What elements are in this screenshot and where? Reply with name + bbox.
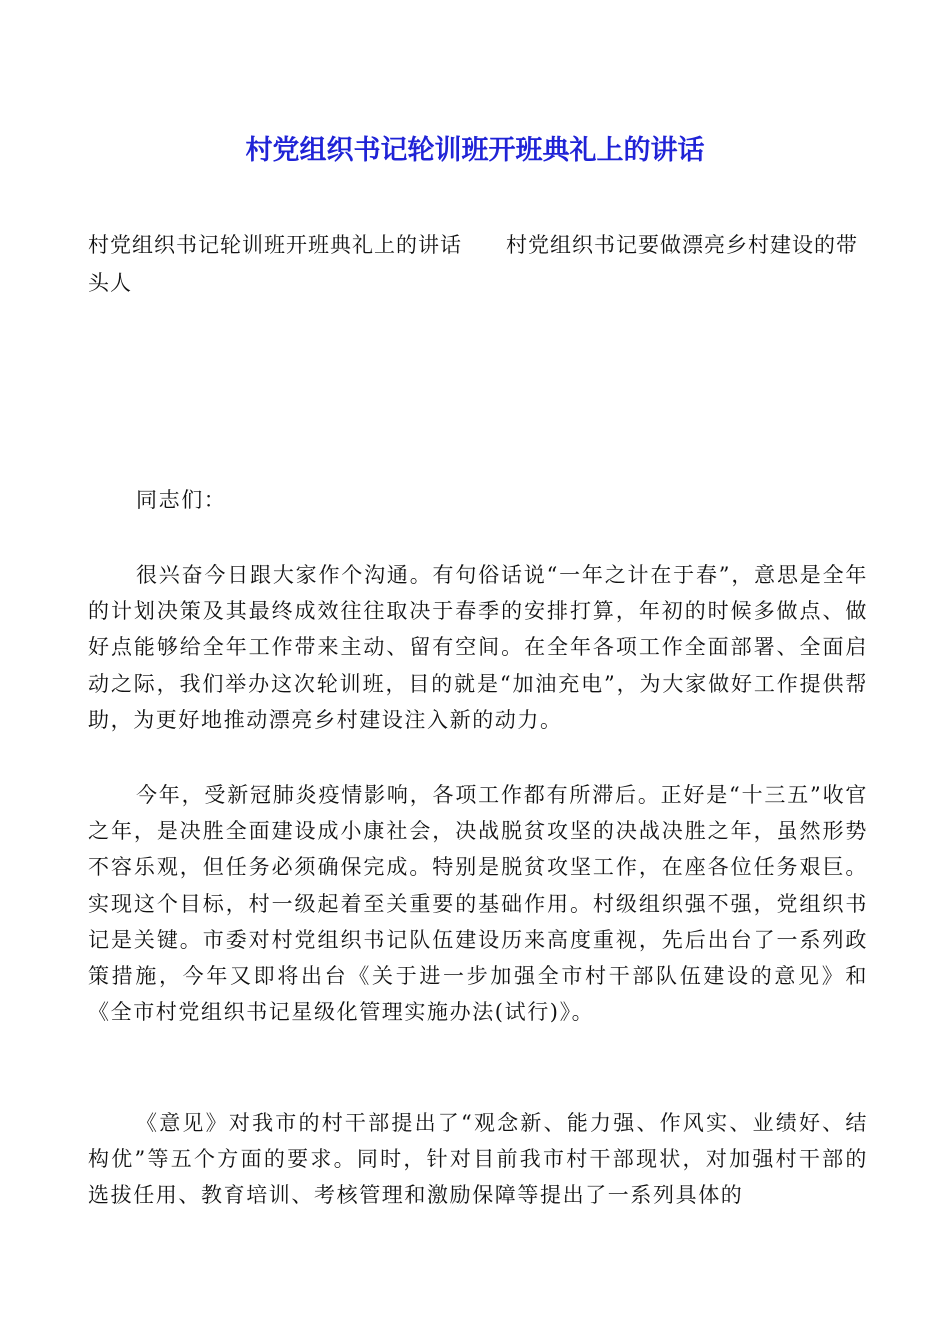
subtitle-right: 村党组织书记要做漂亮乡村建设的带头人 [88,233,858,295]
paragraph-requirements: 《意见》对我市的村干部提出了“观念新、能力强、作风实、业绩好、结构优”等五个方面的要求。同时，针对目前我市村干部现状，对加强村干部的选拔任用、教育培训、考核管理和激励保障等提出了一系列具体的 [88,1111,868,1208]
paragraph-context: 今年，受新冠肺炎疫情影响，各项工作都有所滞后。正好是“十三五”收官之年，是决胜全面建设成小康社会，决战脱贫攻坚的决战决胜之年，虽然形势不容乐观，但任务必须确保完成。特别是脱贫攻坚工作，在座各位任务艰巨。实现这个目标，村一级起着至关重要的基础作用。村级组织强不强，党组织书记是关键。市委对村党组织书记队伍建设历来高度重视，先后出台了一系列政策措施，今年又即将出台《关于进一步加强全市村干部队伍建设的意见》和《全市村党组织书记星级化管理实施办法(试行)》。 [88,783,868,1025]
subtitle-left: 村党组织书记轮训班开班典礼上的讲话 [88,233,462,257]
document-subtitle [88,226,868,302]
document-title: 村党组织书记轮训班开班典礼上的讲话 [245,135,705,166]
paragraph-salutation: 同志们： [136,488,227,512]
paragraph-intro: 很兴奋今日跟大家作个沟通。有句俗话说“一年之计在于春”，意思是全年的计划决策及其最终成效往往取决于春季的安排打算，年初的时候多做点、做好点能够给全年工作带来主动、留有空间。在全年各项工作全面部署、全面启动之际，我们举办这次轮训班，目的就是“加油充电”，为大家做好工作提供帮助，为更好地推动漂亮乡村建设注入新的动力。 [88,563,868,732]
